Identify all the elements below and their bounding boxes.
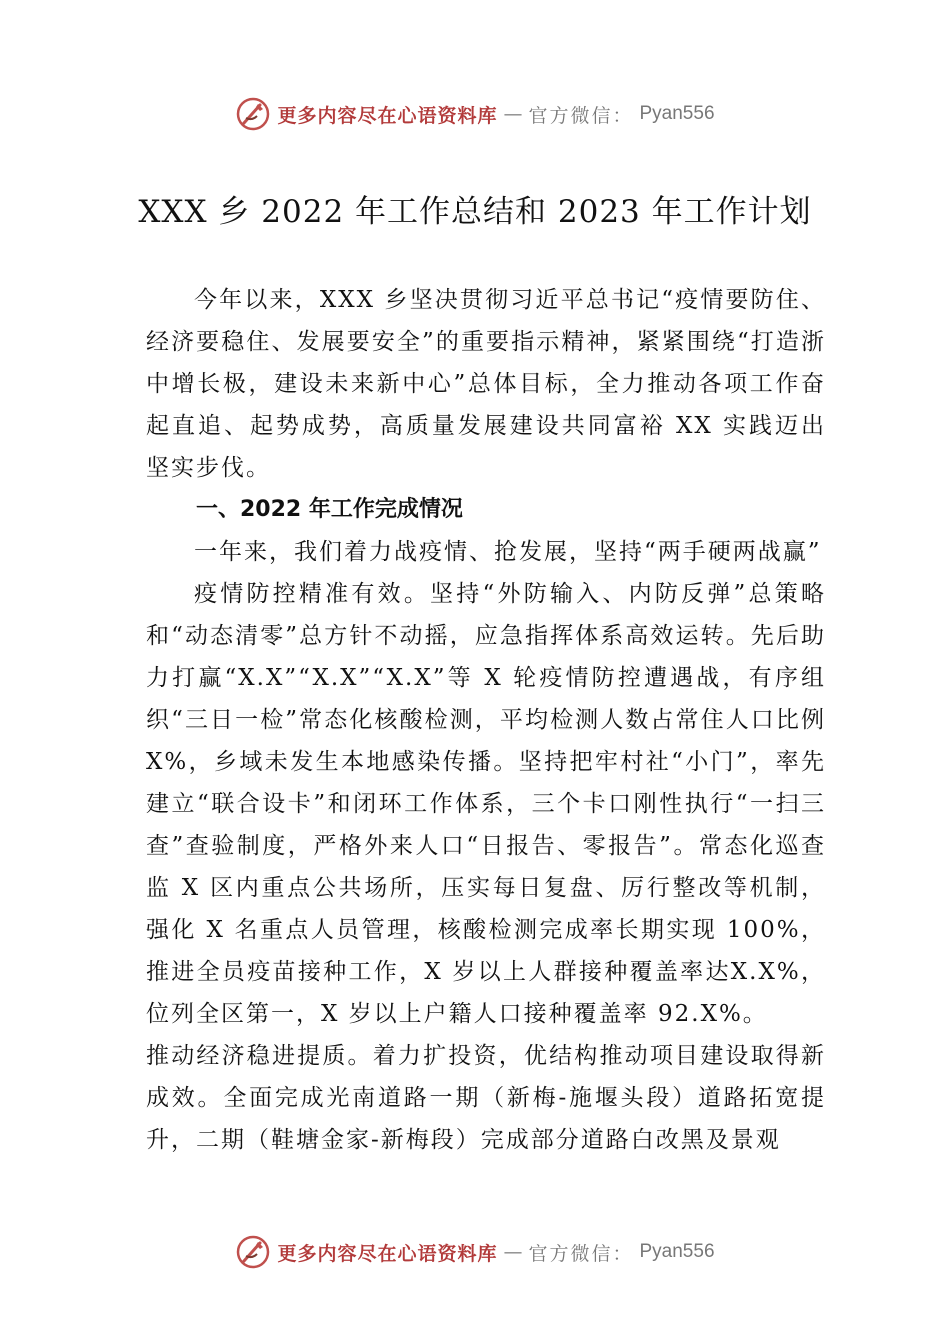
body-paragraph: 推动经济稳进提质。着力扩投资，优结构推动项目建设取得新成效。全面完成光南道路一期（新梅-施堰头段）道路拓宽提升，二期（鞋塘金家-新梅段）完成部分道路白改黑及景观 bbox=[146, 1043, 826, 1153]
intro-paragraph: 今年以来，XXX 乡坚决贯彻习近平总书记“疫情要防住、经济要稳住、发展要安全”的重要指示精神，紧紧围绕“打造浙中增长极，建设未来新中心”总体目标，全力推动各项工作奋起直追、起势成势，高质量发展建设共同富裕 XX 实践迈出坚实步伐。 bbox=[146, 287, 826, 481]
banner-dash: — bbox=[503, 1241, 523, 1263]
document-body bbox=[146, 279, 826, 1161]
body-paragraph: 疫情防控精准有效。坚持“外防输入、内防反弹”总策略和“动态清零”总方针不动摇，应急指挥体系高效运转。先后助力打赢“X.X”“X.X”“X.X”等 X 轮疫情防控遭遇战，有序组织“三日一检”常态化核酸检测，平均检测人数占常住人口比例 X%，乡域未发生本地感染传播。坚持把牢村社“小门”，率先建立“联合设卡”和闭环工作体系，三个卡口刚性执行“一扫三查”查验制度，严格外来人口“日报告、零报告”。常态化巡查监 X 区内重点公共场所，压实每日复盘、厉行整改等机制，强化 X 名重点人员管理，核酸检测完成率长期实现 100%，推进全员疫苗接种工作，X 岁以上人群接种覆盖率达X.X%，位列全区第一，X 岁以上户籍人口接种覆盖率 92.X%。 bbox=[146, 581, 826, 1027]
banner-slogan: 更多内容尽在心语资料库 bbox=[277, 104, 498, 127]
banner-wechat-label: 官方微信： bbox=[528, 1242, 634, 1265]
banner-slogan: 更多内容尽在心语资料库 bbox=[277, 1242, 498, 1265]
brand-logo-icon bbox=[235, 1234, 271, 1270]
banner-wechat-id: Pyan556 bbox=[639, 103, 715, 124]
banner-dash: — bbox=[503, 103, 523, 125]
footer-banner bbox=[0, 1232, 950, 1272]
document-title: XXX 乡 2022 年工作总结和 2023 年工作计划 bbox=[138, 194, 812, 230]
banner-wechat-label: 官方微信： bbox=[528, 104, 634, 127]
banner-wechat-id: Pyan556 bbox=[639, 1241, 715, 1262]
body-paragraph: 一年来，我们着力战疫情、抢发展，坚持“两手硬两战赢” bbox=[194, 539, 822, 565]
header-banner bbox=[0, 94, 950, 134]
brand-logo-icon bbox=[235, 96, 271, 132]
section-heading: 一、2022 年工作完成情况 bbox=[196, 497, 463, 522]
